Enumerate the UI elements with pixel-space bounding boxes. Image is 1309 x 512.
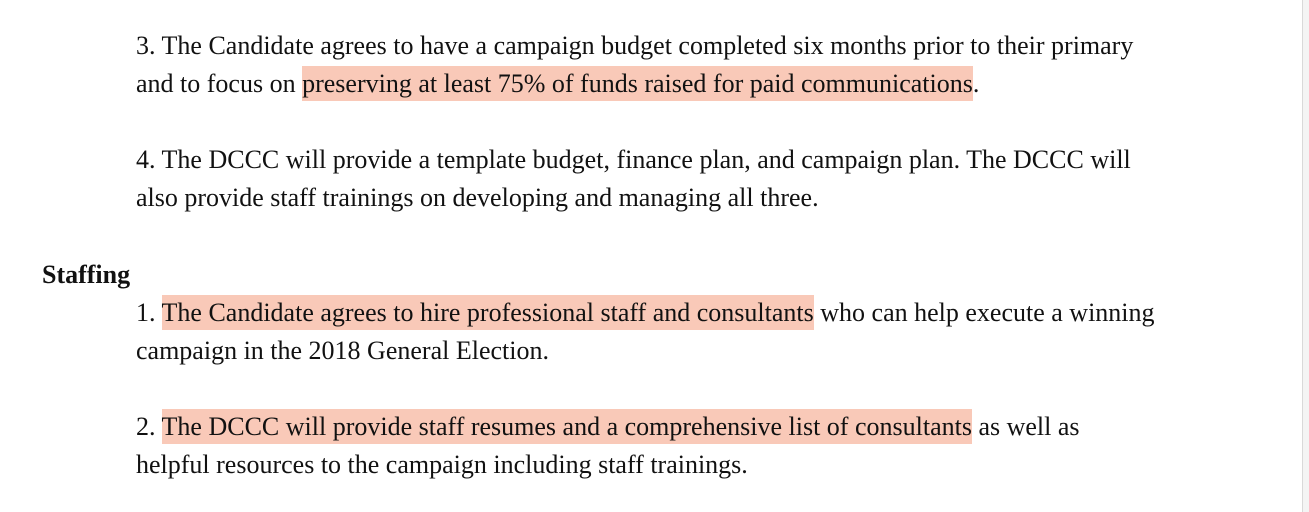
staffing-item-1-line-2: campaign in the 2018 General Election. — [136, 336, 549, 365]
staffing-item-1-number: 1. — [136, 298, 162, 327]
staffing-item-1-text: who can help execute a winning — [813, 298, 1155, 327]
budget-item-3-period: . — [972, 69, 980, 98]
budget-item-4-line-1: 4. The DCCC will provide a template budget, finance plan, and campaign plan. The DCCC will — [136, 145, 1131, 174]
budget-item-3-line-2 — [136, 65, 1286, 103]
budget-item-3 — [136, 27, 1286, 103]
staffing-item-2-line-1 — [136, 408, 1286, 446]
staffing-item-2-number: 2. — [136, 412, 162, 441]
budget-item-4-line-2: also provide staff trainings on developing and managing all three. — [136, 183, 819, 212]
highlight-staff-resumes: The DCCC will provide staff resumes and a comprehensive list of consultants — [162, 409, 972, 444]
staffing-item-1 — [136, 294, 1286, 370]
highlight-funds-preservation: preserving at least 75% of funds raised for paid communications — [302, 66, 973, 101]
budget-item-3-line-1 — [136, 27, 1286, 65]
page-edge-scrollbar[interactable] — [1302, 0, 1309, 512]
staffing-heading: Staffing — [42, 260, 131, 289]
budget-item-4 — [136, 141, 1286, 217]
staffing-item-2-line-2: helpful resources to the campaign including staff trainings. — [136, 450, 748, 479]
staffing-item-1-line-1 — [136, 294, 1286, 332]
budget-item-3-text: 3. The Candidate agrees to have a campaign budget completed six months prior to their primary — [136, 31, 1134, 60]
budget-item-3-text-cont: and to focus on — [136, 69, 303, 98]
staffing-item-2-text: as well as — [971, 412, 1080, 441]
staffing-item-2 — [136, 408, 1286, 484]
highlight-hire-staff: The Candidate agrees to hire professional staff and consultants — [162, 295, 814, 330]
